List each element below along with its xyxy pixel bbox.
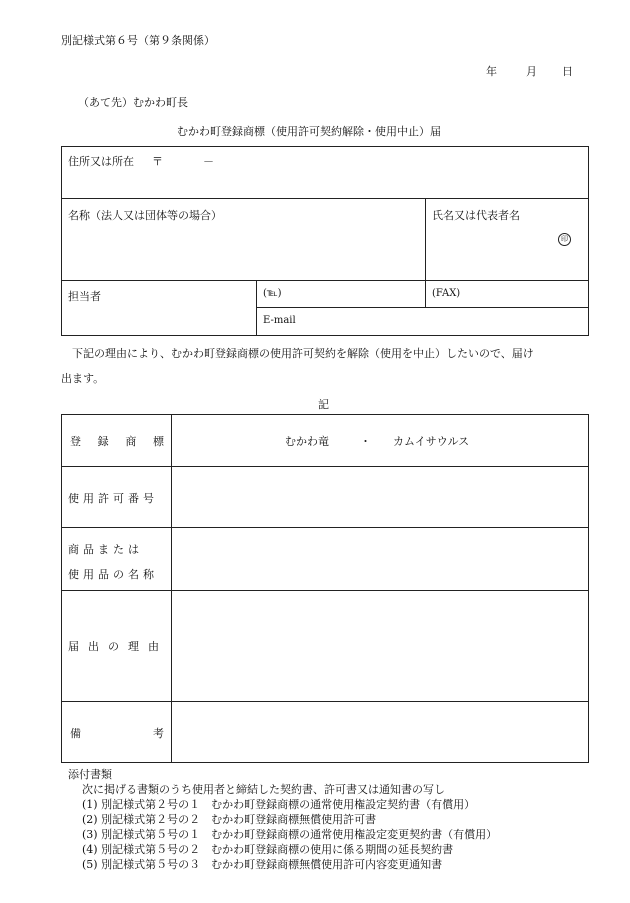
label-char: 商 [125,435,137,448]
remarks-label [70,725,164,741]
tel-label: (℡) [263,288,282,299]
divider [61,198,589,199]
divider [61,280,589,281]
divider [61,701,589,702]
product-label-line1: 商品または [68,543,143,556]
fax-label: (FAX) [432,288,461,299]
trademark-label [70,433,164,449]
divider [256,280,257,336]
divider [256,307,589,308]
trademark-value-sep: ・ [360,435,371,448]
label-char: 登 [70,435,81,448]
statement-line1: 下記の理由により、むかわ町登録商標の使用許可契約を解除（使用を中止）したいので、届け [72,347,534,360]
label-char: 備 [70,727,81,740]
divider [61,590,589,591]
addressee: （あて先）むかわ町長 [78,96,188,109]
representative-label: 氏名又は代表者名 [432,209,520,222]
seal-mark: 印 [558,233,571,246]
name-label: 名称（法人又は団体等の場合） [68,209,222,222]
date-day-label: 日 [562,65,573,78]
date-month-label: 月 [526,65,537,78]
form-number: 別記様式第６号（第９条関係） [61,34,215,47]
trademark-value-a: むかわ竜 [285,435,329,448]
email-label: E-mail [263,315,296,326]
postal-mark: 〒 [152,155,163,168]
attachment-item: (2) 別記様式第２号の２ むかわ町登録商標無償使用許可書 [82,813,377,826]
attachment-item: (5) 別記様式第５号の３ むかわ町登録商標無償使用許可内容変更通知書 [82,858,443,871]
label-char: 標 [152,435,164,448]
postal-dash: － [203,155,214,168]
statement-line2: 出ます。 [61,372,105,385]
address-label: 住所又は所在 [68,155,134,168]
attachments-heading: 添付書類 [68,768,112,781]
attachment-item: (4) 別記様式第５号の２ むかわ町登録商標の使用に係る期間の延長契約書 [82,843,454,856]
reason-label: 届出の理由 [68,640,168,653]
attachment-item: (3) 別記様式第５号の１ むかわ町登録商標の通常使用権設定変更契約書（有償用） [82,828,498,841]
attachment-item: (1) 別記様式第２号の１ むかわ町登録商標の通常使用権設定契約書（有償用） [82,798,476,811]
label-char: 録 [97,435,109,448]
date-year-label: 年 [486,65,497,78]
divider [425,198,426,308]
trademark-value-b: カムイサウルス [393,435,470,448]
page-title: むかわ町登録商標（使用許可契約解除・使用中止）届 [177,125,441,138]
ki-heading: 記 [318,398,329,411]
divider [61,527,589,528]
contact-label: 担当者 [68,290,101,303]
divider [61,466,589,467]
permit-number-label: 使用許可番号 [68,492,158,505]
product-label-line2: 使用品の名称 [68,568,158,581]
attachments-intro: 次に掲げる書類のうち使用者と締結した契約書、許可書又は通知書の写し [82,783,445,796]
label-char: 考 [153,727,164,740]
